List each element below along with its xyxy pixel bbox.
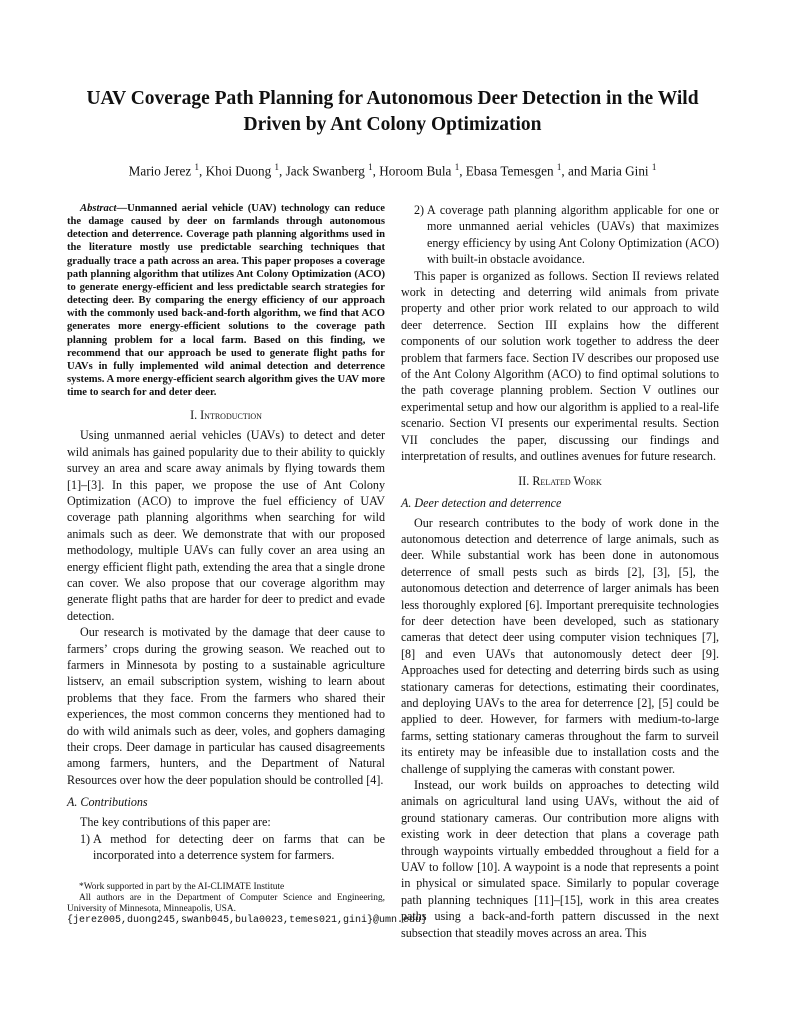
item-text: A coverage path planning algorithm applicable for one or more unmanned aerial vehicles (UAVs) that maximizes energy efficiency by using Ant Colony Optimization (ACO) with built-in obstacle avoidance. <box>427 203 719 267</box>
contribution-item-2 <box>401 202 719 268</box>
related-paragraph-1: Our research contributes to the body of work done in the autonomous detection and deterrence of large animals, such as deer. While substantial work has been done in autonomous deterrence of small pests such as birds [2], [3], [5], the autonomous detection and deterrence of larger animals has been less thoroughly explored [6]. Important prerequisite technologies for deer detection have been developed, such as stationary cameras that detect deer using computer vision techniques [7], [8] and even UAVs that autonomously detect deer [9]. Approaches used for detecting and deterring birds such as using stationary cameras for detections, estimating their coordinates, and deploying UAVs to the area for deterrence [2], [5] could be applied to deer. However, for farmers with medium-to-large farms, setting stationary cameras throughout the farm to surveil its entirety may be infeasible due to installation costs and the challenge of supplying the cameras with constant power. <box>401 515 719 776</box>
item-number: 2) <box>414 203 425 217</box>
author-affiliation-mark: 1 <box>274 162 279 172</box>
author-separator: , <box>372 163 380 179</box>
item-text: A method for detecting deer on farms that can be incorporated into a deterrence system for farmers. <box>93 831 385 863</box>
contribution-item-1 <box>67 831 385 864</box>
author-name: Maria Gini <box>590 163 652 179</box>
section-heading-introduction: I. Introduction <box>190 408 262 423</box>
author-name: Mario Jerez <box>128 163 195 179</box>
subsection-heading-contributions: A. Contributions <box>67 795 148 810</box>
author-affiliation-mark: 1 <box>651 162 657 172</box>
author-separator: , and <box>561 163 591 179</box>
author-name: Khoi Duong <box>205 163 275 179</box>
author-affiliation-mark: 1 <box>194 162 200 172</box>
author-name: Ebasa Temesgen <box>465 163 557 179</box>
intro-paragraph-2: Our research is motivated by the damage that deer cause to farmers’ crops during the growing season. We reached out to farmers in Minnesota by posting to a sustainable agriculture listserv, an email subscription system, wishing to learn about problems that they face. From the farmers who shared their experiences, the most common concerns they mentioned had to do with wild animals such as deer, voles, and gophers damaging their crops. Deer damage in particular has caused disagreements among farmers, hunters, and the Department of Natural Resources over how the deer population should be controlled [4]. <box>67 625 385 787</box>
subsection-heading-deer-detection: A. Deer detection and deterrence <box>401 495 562 510</box>
author-separator: , <box>199 163 206 179</box>
related-paragraph-2: Instead, our work builds on approaches to detecting wild animals on agricultural land using UAVs, without the aid of ground stationary cameras. Our contribution more aligns with existing work in deer detection that plans a coverage path through waypoints virtually embedded throughout a field for a UAV to follow [10]. A waypoint is a node that represents a point in physical or simulated space. Similarly to popular coverage path planning techniques [11]–[15], work in this area creates paths using a back-and-forth pattern discussed in the next subsection that steadily moves across an area. This <box>401 778 719 940</box>
organization-paragraph: This paper is organized as follows. Section II reviews related work in detecting and deterring wild animals from private property and other prior work related to our approach to wild deer deterrence. Section III explains how the different components of our solution work together to address the deer problem that farmers face. Section IV describes our proposed use of the Ant Colony Algorithm (ACO) to find optimal solutions to the path coverage planning problem. Section V outlines our experimental setup and how our algorithm is applied to a real-life scenario. Section VI presents our experimental results. Section VII concludes the paper, discussing our findings and interpretation of results, and outlines avenues for future research. <box>401 268 719 464</box>
paper-title: UAV Coverage Path Planning for Autonomous Deer Detection in the Wild Driven by Ant Colony Optimization <box>86 88 699 135</box>
author-affiliation-mark: 1 <box>556 162 562 172</box>
author-separator: , <box>459 163 466 179</box>
footnote-emails: {jerez005,duong245,swanb045,bula0023,temes021,gini}@umn.edu} <box>67 915 428 927</box>
abstract-text: —Unmanned aerial vehicle (UAV) technology can reduce the damage caused by deer on farmlands through autonomous detection and deterrence. Coverage path planning algorithms used in the literature mostly use predictable searching techniques that gradually trace a path across an area. This paper proposes a coverage path planning algorithm that utilizes Ant Colony Optimization (ACO) to generate energy-efficient and less predictable search strategies for detecting deer. By comparing the energy efficiency of our approach with the commonly used back-and-forth algorithm, we find that ACO generates more energy-efficient solutions to the coverage path planning problem for a local farm. Based on this finding, we recommend that our approach be used to generate flight paths for UAVs in fully implemented wild animal detection and deterrence systems. A more energy-efficient search algorithm gives the UAV more time to search for and deter deer. <box>67 203 385 399</box>
footnote-support: *Work supported in part by the AI-CLIMATE Institute <box>79 881 285 892</box>
right-column <box>401 202 719 941</box>
abstract-label: Abstract <box>80 203 117 214</box>
author-name: Jack Swanberg <box>285 163 369 179</box>
author-list <box>40 158 745 180</box>
footnote-affiliation: All authors are in the Department of Computer Science and Engineering, University of Minnesota, Minneapolis, USA. <box>67 892 385 915</box>
left-column <box>67 202 428 927</box>
item-number: 1) <box>80 831 91 846</box>
intro-paragraph-1: Using unmanned aerial vehicles (UAVs) to detect and deter wild animals has gained popularity due to their ability to quickly survey an area and scare away animals by flying towards them [1]–[3]. In this paper, we propose the use of Ant Colony Optimization (ACO) to improve the fuel efficiency of UAV coverage path planning algorithms when searching for wild animals such as deer. We demonstrate that with our proposed methodology, multiple UAVs can fully cover an area using an energy efficient flight path, extending the area that a single drone can cover. We also propose that our coverage algorithm may generate flight paths that are harder for deer to predict and evade detection. <box>67 428 385 623</box>
contributions-intro: The key contributions of this paper are: <box>80 815 271 830</box>
author-affiliation-mark: 1 <box>368 162 373 172</box>
section-heading-related-work: II. Related Work <box>518 473 602 488</box>
abstract <box>67 202 385 399</box>
author-name: Horoom Bula <box>379 163 455 179</box>
author-separator: , <box>279 163 286 179</box>
author-affiliation-mark: 1 <box>454 162 460 172</box>
